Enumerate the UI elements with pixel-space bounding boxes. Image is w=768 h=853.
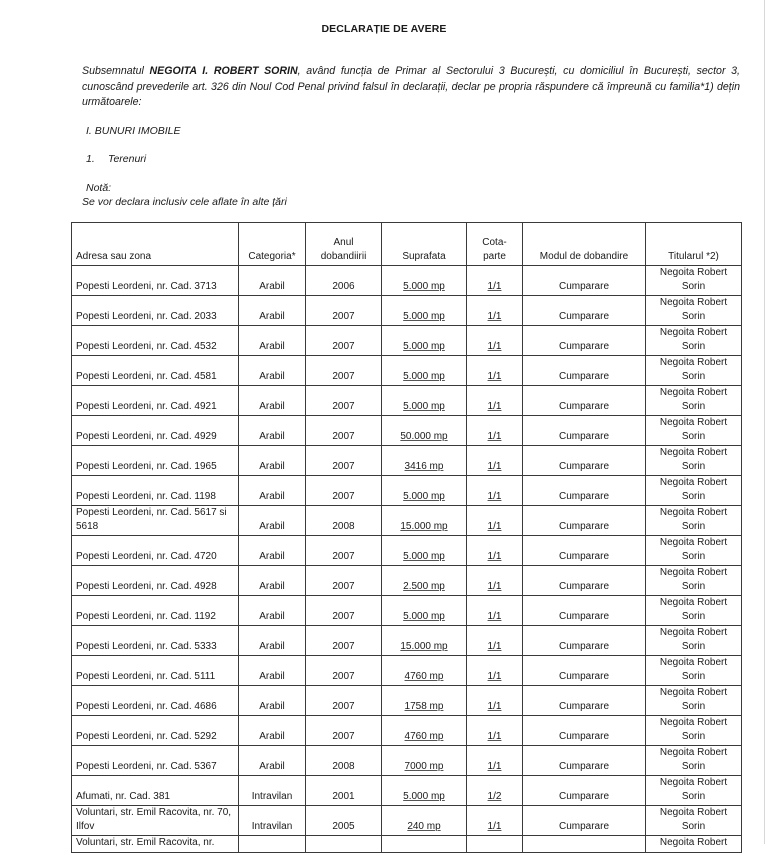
- cell-area-value: 15.000 mp: [400, 640, 448, 652]
- cell-category: Arabil: [239, 476, 306, 506]
- cell-area-value: 2.500 mp: [403, 580, 445, 592]
- cell-share-value: 1/1: [487, 580, 502, 592]
- cell-share: [467, 596, 523, 626]
- cell-method: Cumparare: [523, 596, 646, 626]
- cell-owner: Negoita Robert Sorin: [646, 506, 742, 536]
- table-row: [72, 356, 742, 386]
- cell-category: Arabil: [239, 536, 306, 566]
- note-text: Se vor declara inclusiv cele aflate în alte țări: [82, 196, 287, 208]
- cell-address: Popesti Leordeni, nr. Cad. 4921: [72, 386, 239, 416]
- cell-method: Cumparare: [523, 776, 646, 806]
- cell-area-value: 5.000 mp: [403, 610, 445, 622]
- cell-area-value: 4760 mp: [404, 670, 444, 682]
- cell-area: [382, 536, 467, 566]
- cell-method: Cumparare: [523, 446, 646, 476]
- cell-category: Arabil: [239, 266, 306, 296]
- cell-share: [467, 296, 523, 326]
- cell-area: [382, 266, 467, 296]
- cell-address: Popesti Leordeni, nr. Cad. 1192: [72, 596, 239, 626]
- cell-method: Cumparare: [523, 326, 646, 356]
- cell-share-value: 1/1: [487, 670, 502, 682]
- table-row: [72, 476, 742, 506]
- table-row: [72, 506, 742, 536]
- cell-share: [467, 656, 523, 686]
- cell-share-value: 1/1: [487, 400, 502, 412]
- cell-year: 2007: [306, 326, 382, 356]
- cell-area-value: 5.000 mp: [403, 310, 445, 322]
- cell-owner: Negoita Robert Sorin: [646, 656, 742, 686]
- cell-share: [467, 386, 523, 416]
- cell-category: Arabil: [239, 626, 306, 656]
- cell-share: [467, 836, 523, 853]
- cell-year: 2007: [306, 536, 382, 566]
- cell-area: [382, 776, 467, 806]
- cell-share-value: 1/1: [487, 730, 502, 742]
- cell-area: [382, 746, 467, 776]
- table-row: [72, 776, 742, 806]
- cell-share: [467, 446, 523, 476]
- cell-share-value: 1/1: [487, 760, 502, 772]
- cell-address: Popesti Leordeni, nr. Cad. 4581: [72, 356, 239, 386]
- cell-category: Arabil: [239, 686, 306, 716]
- cell-method: Cumparare: [523, 386, 646, 416]
- cell-year: 2007: [306, 566, 382, 596]
- table-row: [72, 716, 742, 746]
- cell-area-value: 5.000 mp: [403, 550, 445, 562]
- cell-year: 2007: [306, 446, 382, 476]
- cell-method: Cumparare: [523, 656, 646, 686]
- cell-category: Arabil: [239, 446, 306, 476]
- table-row: [72, 686, 742, 716]
- scan-edge-line: [764, 0, 765, 844]
- cell-year: 2007: [306, 386, 382, 416]
- cell-owner: Negoita Robert Sorin: [646, 596, 742, 626]
- cell-category: Intravilan: [239, 776, 306, 806]
- cell-owner: Negoita Robert Sorin: [646, 686, 742, 716]
- cell-area: [382, 476, 467, 506]
- cell-owner: Negoita Robert Sorin: [646, 746, 742, 776]
- cell-method: Cumparare: [523, 716, 646, 746]
- document-title: DECLARAȚIE DE AVERE: [321, 23, 447, 35]
- cell-method: Cumparare: [523, 416, 646, 446]
- table-row: [72, 596, 742, 626]
- header-method: Modul de dobandire: [523, 223, 646, 266]
- cell-area: [382, 716, 467, 746]
- cell-area: [382, 416, 467, 446]
- cell-area: [382, 446, 467, 476]
- cell-owner: Negoita Robert Sorin: [646, 326, 742, 356]
- cell-share-value: 1/1: [487, 610, 502, 622]
- cell-area-value: 5.000 mp: [403, 490, 445, 502]
- cell-year: [306, 836, 382, 853]
- cell-share-value: 1/1: [487, 490, 502, 502]
- cell-area-value: 15.000 mp: [400, 520, 448, 532]
- cell-method: Cumparare: [523, 566, 646, 596]
- header-area: Suprafata: [382, 223, 467, 266]
- cell-address: Popesti Leordeni, nr. Cad. 1965: [72, 446, 239, 476]
- cell-owner: Negoita Robert Sorin: [646, 476, 742, 506]
- cell-address: Popesti Leordeni, nr. Cad. 5333: [72, 626, 239, 656]
- cell-method: Cumparare: [523, 626, 646, 656]
- table-row: [72, 806, 742, 836]
- table-row: [72, 416, 742, 446]
- header-address: Adresa sau zona: [72, 223, 239, 266]
- cell-share: [467, 746, 523, 776]
- cell-area: [382, 506, 467, 536]
- cell-method: Cumparare: [523, 476, 646, 506]
- cell-area-value: 7000 mp: [404, 760, 444, 772]
- cell-area-value: 240 mp: [407, 820, 441, 832]
- cell-share-value: 1/1: [487, 430, 502, 442]
- cell-owner: Negoita Robert Sorin: [646, 416, 742, 446]
- cell-area-value: 5.000 mp: [403, 370, 445, 382]
- cell-share: [467, 716, 523, 746]
- cell-share: [467, 806, 523, 836]
- cell-share-value: 1/1: [487, 700, 502, 712]
- cell-year: 2007: [306, 416, 382, 446]
- cell-year: 2007: [306, 476, 382, 506]
- header-year: Anul dobandiirii: [306, 223, 382, 266]
- cell-share: [467, 416, 523, 446]
- cell-area: [382, 596, 467, 626]
- cell-method: Cumparare: [523, 266, 646, 296]
- cell-category: Arabil: [239, 326, 306, 356]
- cell-owner: Negoita Robert Sorin: [646, 296, 742, 326]
- cell-owner: Negoita Robert: [646, 836, 742, 853]
- cell-share: [467, 776, 523, 806]
- cell-category: [239, 836, 306, 853]
- cell-address: Popesti Leordeni, nr. Cad. 4720: [72, 536, 239, 566]
- cell-share: [467, 566, 523, 596]
- cell-owner: Negoita Robert Sorin: [646, 806, 742, 836]
- cell-share-value: 1/2: [487, 790, 502, 802]
- cell-area-value: 5.000 mp: [403, 400, 445, 412]
- table-row: [72, 836, 742, 853]
- table-body: [72, 266, 742, 853]
- cell-address: Popesti Leordeni, nr. Cad. 4532: [72, 326, 239, 356]
- cell-method: Cumparare: [523, 686, 646, 716]
- cell-year: 2007: [306, 626, 382, 656]
- cell-owner: Negoita Robert Sorin: [646, 626, 742, 656]
- cell-share: [467, 266, 523, 296]
- cell-year: 2007: [306, 356, 382, 386]
- cell-year: 2006: [306, 266, 382, 296]
- cell-address: Voluntari, str. Emil Racovita, nr. 70, Ilfov: [72, 806, 239, 836]
- subsection-number: 1.: [86, 153, 95, 165]
- cell-address: Popesti Leordeni, nr. Cad. 4928: [72, 566, 239, 596]
- cell-area: [382, 296, 467, 326]
- cell-share: [467, 686, 523, 716]
- cell-share-value: 1/1: [487, 340, 502, 352]
- cell-category: Arabil: [239, 386, 306, 416]
- cell-area: [382, 806, 467, 836]
- cell-area: [382, 656, 467, 686]
- cell-category: Arabil: [239, 656, 306, 686]
- cell-method: [523, 836, 646, 853]
- cell-area: [382, 386, 467, 416]
- cell-owner: Negoita Robert Sorin: [646, 446, 742, 476]
- cell-area-value: 1758 mp: [404, 700, 444, 712]
- subsection-label: Terenuri: [108, 153, 147, 165]
- cell-method: Cumparare: [523, 356, 646, 386]
- cell-address: Voluntari, str. Emil Racovita, nr.: [72, 836, 239, 853]
- cell-category: Arabil: [239, 716, 306, 746]
- cell-address: Popesti Leordeni, nr. Cad. 3713: [72, 266, 239, 296]
- cell-share-value: 1/1: [487, 310, 502, 322]
- cell-year: 2007: [306, 686, 382, 716]
- intro-prefix: Subsemnatul: [82, 65, 150, 77]
- declaration-intro: [82, 64, 740, 111]
- table-row: [72, 386, 742, 416]
- cell-owner: Negoita Robert Sorin: [646, 536, 742, 566]
- intro-text: , având funcția de Primar al Sectorului 3 București, cu domiciliul în București, sector 3, cunoscând prevederile art. 326 din Noul Cod Penal privind falsul în declarații, declar pe propria răspundere că împreună cu familia*1) dețin următoarele:: [82, 65, 740, 108]
- cell-owner: Negoita Robert Sorin: [646, 776, 742, 806]
- cell-address: Popesti Leordeni, nr. Cad. 5367: [72, 746, 239, 776]
- cell-share: [467, 506, 523, 536]
- cell-address: Popesti Leordeni, nr. Cad. 4686: [72, 686, 239, 716]
- cell-area: [382, 686, 467, 716]
- declarant-name: NEGOITA I. ROBERT SORIN: [149, 65, 298, 77]
- cell-owner: Negoita Robert Sorin: [646, 716, 742, 746]
- cell-share-value: 1/1: [487, 370, 502, 382]
- cell-area: [382, 326, 467, 356]
- cell-owner: Negoita Robert Sorin: [646, 266, 742, 296]
- cell-area-value: 50.000 mp: [400, 430, 448, 442]
- cell-area-value: 3416 mp: [404, 460, 444, 472]
- cell-category: Arabil: [239, 566, 306, 596]
- cell-year: 2007: [306, 296, 382, 326]
- cell-year: 2007: [306, 596, 382, 626]
- cell-area: [382, 626, 467, 656]
- header-owner: Titularul *2): [646, 223, 742, 266]
- cell-address: Popesti Leordeni, nr. Cad. 5292: [72, 716, 239, 746]
- table-row: [72, 566, 742, 596]
- header-category: Categoria*: [239, 223, 306, 266]
- cell-method: Cumparare: [523, 536, 646, 566]
- cell-method: Cumparare: [523, 506, 646, 536]
- cell-share: [467, 356, 523, 386]
- cell-category: Arabil: [239, 356, 306, 386]
- table-row: [72, 746, 742, 776]
- cell-category: Arabil: [239, 416, 306, 446]
- cell-area-value: 5.000 mp: [403, 340, 445, 352]
- table-row: [72, 326, 742, 356]
- cell-area: [382, 836, 467, 853]
- cell-address: Popesti Leordeni, nr. Cad. 1198: [72, 476, 239, 506]
- cell-year: 2007: [306, 656, 382, 686]
- cell-method: Cumparare: [523, 296, 646, 326]
- cell-method: Cumparare: [523, 806, 646, 836]
- table-row: [72, 536, 742, 566]
- cell-owner: Negoita Robert Sorin: [646, 386, 742, 416]
- cell-share: [467, 476, 523, 506]
- note-label: Notă:: [86, 182, 112, 194]
- cell-area: [382, 356, 467, 386]
- table-row: [72, 266, 742, 296]
- table-header-row: [72, 223, 742, 266]
- table-row: [72, 296, 742, 326]
- section-heading: I. BUNURI IMOBILE: [86, 125, 181, 137]
- cell-category: Arabil: [239, 596, 306, 626]
- cell-owner: Negoita Robert Sorin: [646, 356, 742, 386]
- cell-area-value: 4760 mp: [404, 730, 444, 742]
- cell-year: 2001: [306, 776, 382, 806]
- cell-address: Afumati, nr. Cad. 381: [72, 776, 239, 806]
- cell-method: Cumparare: [523, 746, 646, 776]
- table-row: [72, 446, 742, 476]
- land-assets-table: [71, 222, 742, 853]
- cell-category: Arabil: [239, 746, 306, 776]
- cell-address: Popesti Leordeni, nr. Cad. 2033: [72, 296, 239, 326]
- cell-category: Intravilan: [239, 806, 306, 836]
- cell-address: Popesti Leordeni, nr. Cad. 5617 si 5618: [72, 506, 239, 536]
- subsection-heading: [86, 153, 146, 165]
- cell-year: 2007: [306, 716, 382, 746]
- table-row: [72, 656, 742, 686]
- cell-area-value: 5.000 mp: [403, 790, 445, 802]
- cell-area: [382, 566, 467, 596]
- table-row: [72, 626, 742, 656]
- cell-share-value: 1/1: [487, 460, 502, 472]
- cell-category: Arabil: [239, 506, 306, 536]
- cell-share: [467, 626, 523, 656]
- cell-share-value: 1/1: [487, 820, 502, 832]
- cell-year: 2005: [306, 806, 382, 836]
- cell-share: [467, 326, 523, 356]
- cell-share-value: 1/1: [487, 550, 502, 562]
- cell-share-value: 1/1: [487, 640, 502, 652]
- cell-area-value: 5.000 mp: [403, 280, 445, 292]
- cell-year: 2008: [306, 746, 382, 776]
- cell-address: Popesti Leordeni, nr. Cad. 4929: [72, 416, 239, 446]
- cell-share: [467, 536, 523, 566]
- cell-share-value: 1/1: [487, 520, 502, 532]
- header-share: Cota-parte: [467, 223, 523, 266]
- cell-owner: Negoita Robert Sorin: [646, 566, 742, 596]
- cell-year: 2008: [306, 506, 382, 536]
- cell-category: Arabil: [239, 296, 306, 326]
- cell-address: Popesti Leordeni, nr. Cad. 5111: [72, 656, 239, 686]
- cell-share-value: 1/1: [487, 280, 502, 292]
